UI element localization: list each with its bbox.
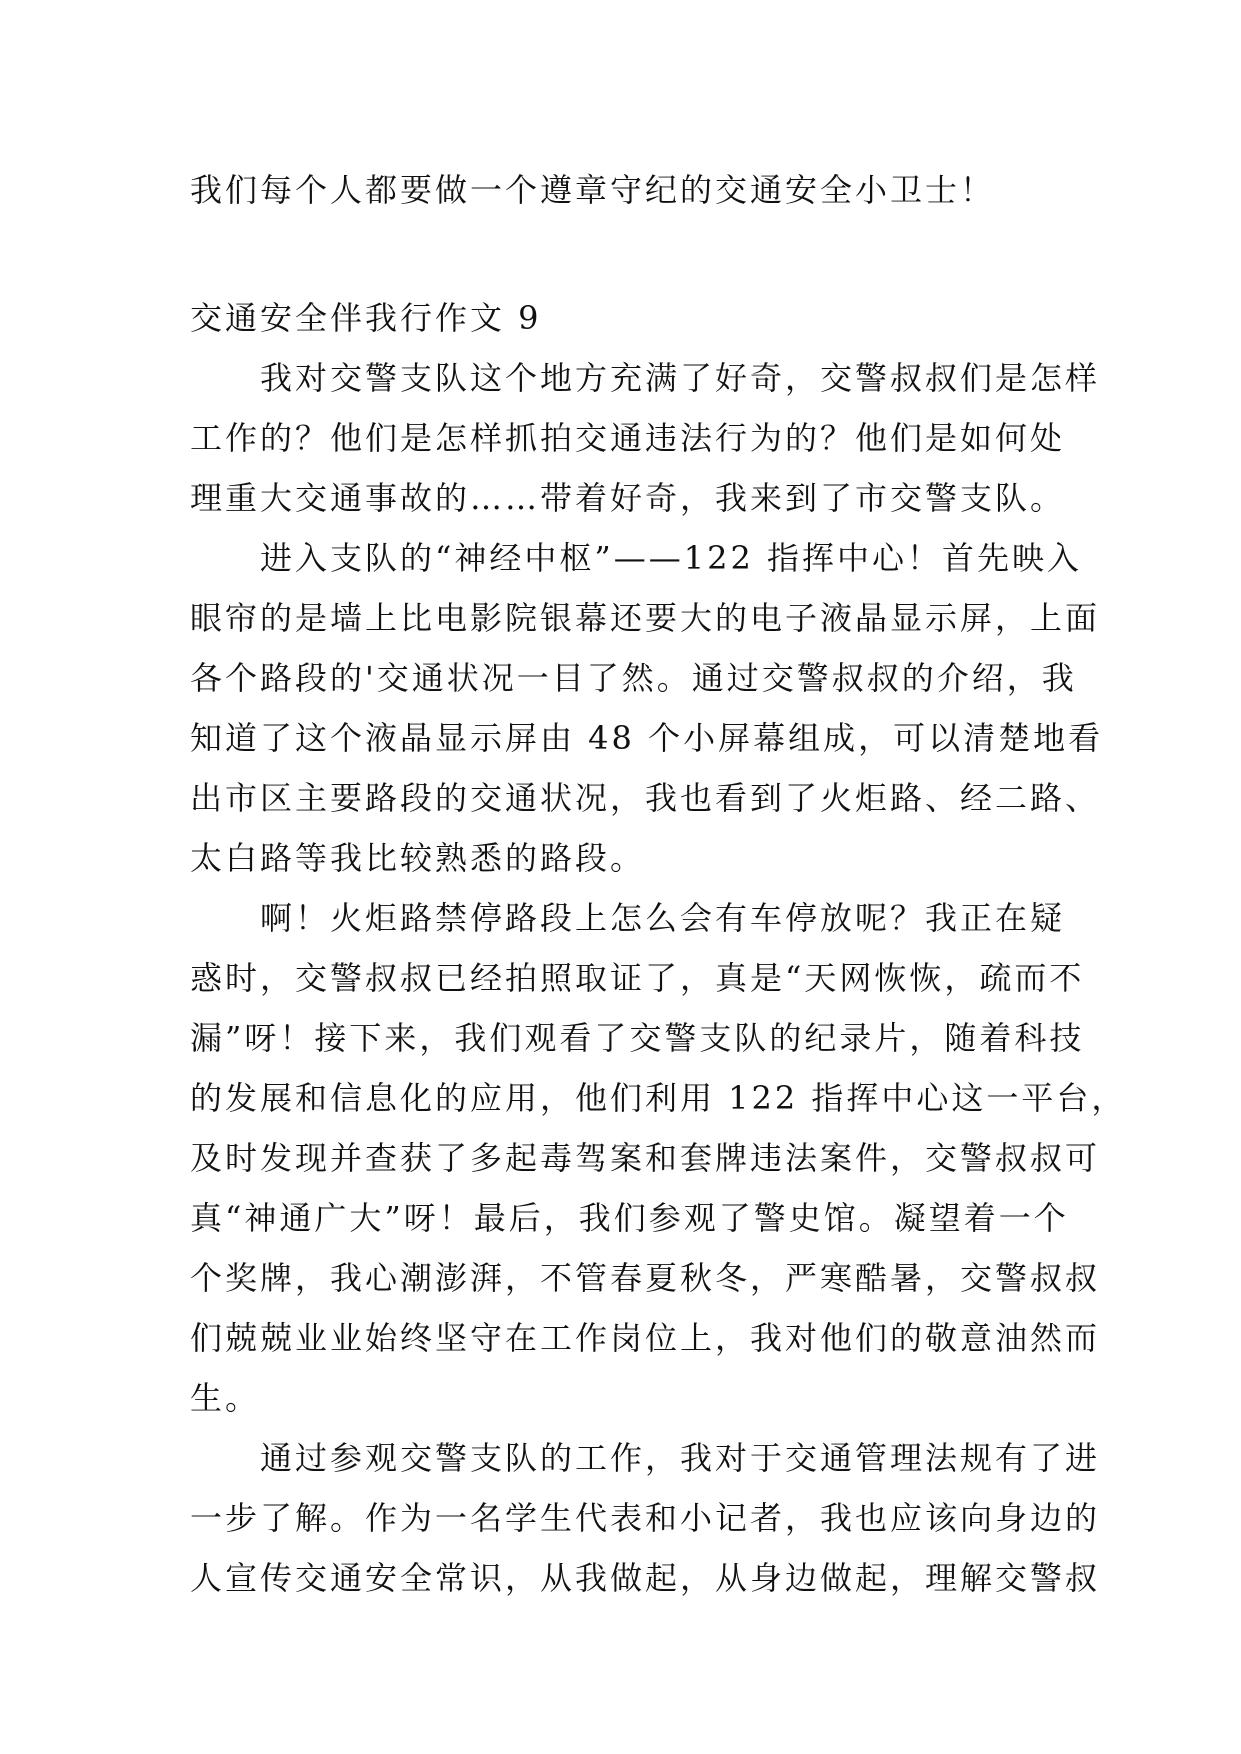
text-line: 眼帘的是墙上比电影院银幕还要大的电子液晶显示屏，上面 xyxy=(190,599,1101,637)
text-line: 及时发现并查获了多起毒驾案和套牌违法案件，交警叔叔可 xyxy=(190,1139,1101,1177)
text-line: 太白路等我比较熟悉的路段。 xyxy=(190,839,646,877)
text-line: 生。 xyxy=(190,1379,261,1417)
text-line: 的发展和信息化的应用，他们利用 122 指挥中心这一平台， xyxy=(190,1079,1127,1117)
text-line: 惑时，交警叔叔已经拍照取证了，真是“天网恢恢，疏而不 xyxy=(190,959,1085,997)
section-gap xyxy=(190,220,1070,288)
text-line: 啊！火炬路禁停路段上怎么会有车停放呢？我正在疑 xyxy=(190,899,1066,937)
lead-line: 我们每个人都要做一个遵章守纪的交通安全小卫士！ xyxy=(190,171,996,209)
paragraph-2 xyxy=(190,528,1104,888)
text-line: 知道了这个液晶显示屏由 48 个小屏幕组成，可以清楚地看 xyxy=(190,719,1104,757)
paragraph-1 xyxy=(190,348,1101,528)
text-line: 出市区主要路段的交通状况，我也看到了火炬路、经二路、 xyxy=(190,779,1101,817)
text-line: 我对交警支队这个地方充满了好奇，交警叔叔们是怎样 xyxy=(190,359,1101,397)
essay-heading: 交通安全伴我行作文 9 xyxy=(190,299,542,337)
text-line: 个奖牌，我心潮澎湃，不管春夏秋冬，严寒酷暑，交警叔叔 xyxy=(190,1259,1101,1297)
text-line: 进入支队的“神经中枢”——122 指挥中心！首先映入 xyxy=(190,539,1082,577)
text-line: 一步了解。作为一名学生代表和小记者，我也应该向身边的 xyxy=(190,1499,1101,1537)
text-line: 工作的？他们是怎样抓拍交通违法行为的？他们是如何处 xyxy=(190,419,1066,457)
text-line: 通过参观交警支队的工作，我对于交通管理法规有了进 xyxy=(190,1439,1101,1477)
paragraph-4 xyxy=(190,1428,1101,1608)
text-line: 漏”呀！接下来，我们观看了交警支队的纪录片，随着科技 xyxy=(190,1019,1085,1057)
document-body xyxy=(190,160,1127,1608)
text-line: 理重大交通事故的……带着好奇，我来到了市交警支队。 xyxy=(190,479,1066,517)
paragraph-3 xyxy=(190,888,1127,1428)
text-line: 们兢兢业业始终坚守在工作岗位上，我对他们的敬意油然而 xyxy=(190,1319,1101,1357)
text-line: 真“神通广大”呀！最后，我们参观了警史馆。凝望着一个 xyxy=(190,1199,1069,1237)
text-line: 各个路段的'交通状况一目了然。通过交警叔叔的介绍，我 xyxy=(190,659,1077,697)
text-line: 人宣传交通安全常识，从我做起，从身边做起，理解交警叔 xyxy=(190,1559,1101,1597)
